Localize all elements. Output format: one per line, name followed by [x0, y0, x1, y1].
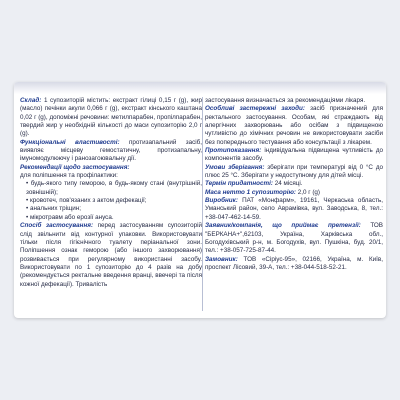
composition-text: 1 супозиторій містить: екстракт гілиці 0,15 г (g), жир (масло) печінки акули 0,066 г (g), екстракт кінського каштана 0,02 г (g), допоміжні речовини: метилпарабен, пропілпарабен, твердий жир у необхідній кількості до маси супозиторію 2,0 г (g).	[20, 97, 203, 138]
claims-text: ТОВ "БЕРКАНА+",62103, Україна, Харківська обл., Богодухівський р-н, м. Богодухів, вул. Пушкіна, буд. 20/1, тел.: +38-057-725-87-44.	[205, 222, 383, 255]
manufacturer-text: ПАТ «Монфарм», 19161, Черкаська область, Уманський район, село Аврамівка, вул. Заводська, 8, тел.: +38-047-462-14-59.	[205, 197, 384, 221]
claims-label: Заявник/компанія, що приймає претензії:	[205, 222, 361, 230]
shelf-life-paragraph	[205, 180, 383, 188]
shelf-life-label: Термін придатності:	[205, 180, 273, 188]
recommend-intro: для поліпшення та профілактики:	[20, 172, 118, 180]
customer-text: ТОВ «Сіріус-95», 02166, Україна, м. Київ, проспект Лісовий, 39-А, тел.: +38-044-518-52-21.	[205, 255, 383, 271]
net-mass-text: 2,0 г (g)	[297, 188, 321, 196]
list-item: • анальних тріщин;	[26, 205, 81, 213]
leaflet-top-band	[14, 82, 386, 94]
method-paragraph	[20, 222, 202, 289]
contraindications-text: індивідуальна підвищена чутливість до компонентів засобу.	[205, 147, 383, 163]
list-item: • будь-якого типу геморою, в будь-якому стані (внутрішній, зовнішній);	[26, 180, 202, 196]
warnings-text: засіб призначений для ректального застосування. Особам, які страждають від алергічних захворювань або осібам з підвищеною чутливістю до хімічних речовин не використовувати засіби без попереднього тестування або консультації з лікарем.	[205, 105, 383, 146]
manufacturer-label: Виробник:	[205, 197, 238, 205]
contraindications-label: Протипоказання:	[205, 147, 262, 155]
storage-paragraph	[205, 164, 383, 181]
properties-label: Функціональні властивості:	[20, 138, 120, 146]
storage-text: зберігати при температурі від 0 °С до плюс 25 °С. Зберігати у недоступному для дітей місці.	[205, 163, 384, 180]
shelf-life-text: 24 місяці.	[274, 180, 303, 188]
left-column	[20, 97, 202, 289]
claims-paragraph	[205, 222, 383, 255]
customer-label: Замовник:	[205, 255, 238, 263]
manufacturer-paragraph	[205, 197, 383, 222]
customer-paragraph	[205, 256, 383, 273]
recommend-label: Рекомендації щодо застосування:	[20, 163, 130, 171]
net-mass-label: Маса нетто 1 супозиторію:	[205, 188, 297, 196]
storage-label: Умови зберігання:	[205, 163, 265, 171]
contraindications-paragraph	[205, 147, 383, 164]
warnings-paragraph	[205, 105, 383, 147]
list-item: • мікротравм або ерозії ануса.	[26, 213, 114, 221]
method-text: перед застосуванням супозиторій слід звільнити від контурної упаковки. Використовувати тільки після гігієнічного туалету періанальної зони. Поліпшення ознак геморою (або іншого захворювання) розвивається при регулярному використанні засобу. Використовувати по 1 супозиторію до 4 разів на добу (рекомендується ректальне введення вранці, ввечері та після кожної дефекації). Тривалість	[20, 222, 202, 288]
method-label: Спосіб застосування:	[20, 222, 94, 230]
recommend-heading	[20, 164, 202, 172]
column-divider	[202, 97, 203, 311]
properties-text: протизапальний засіб, виявляє місцеву гемостатичну, протизапальну, імуномодулюючу і ранозагоювальну дії.	[20, 138, 202, 163]
composition-label: Склад:	[20, 97, 42, 104]
composition-paragraph	[20, 97, 202, 139]
net-mass-paragraph	[205, 189, 383, 197]
warnings-label: Особливі застережні заходи:	[205, 105, 305, 113]
properties-paragraph	[20, 139, 202, 164]
right-column	[205, 97, 383, 272]
list-item: • кровотеч, пов'язаних з актом дефекації;	[26, 197, 147, 205]
continuation-text: застосування визначається за рекомендаціями лікаря.	[205, 97, 366, 104]
